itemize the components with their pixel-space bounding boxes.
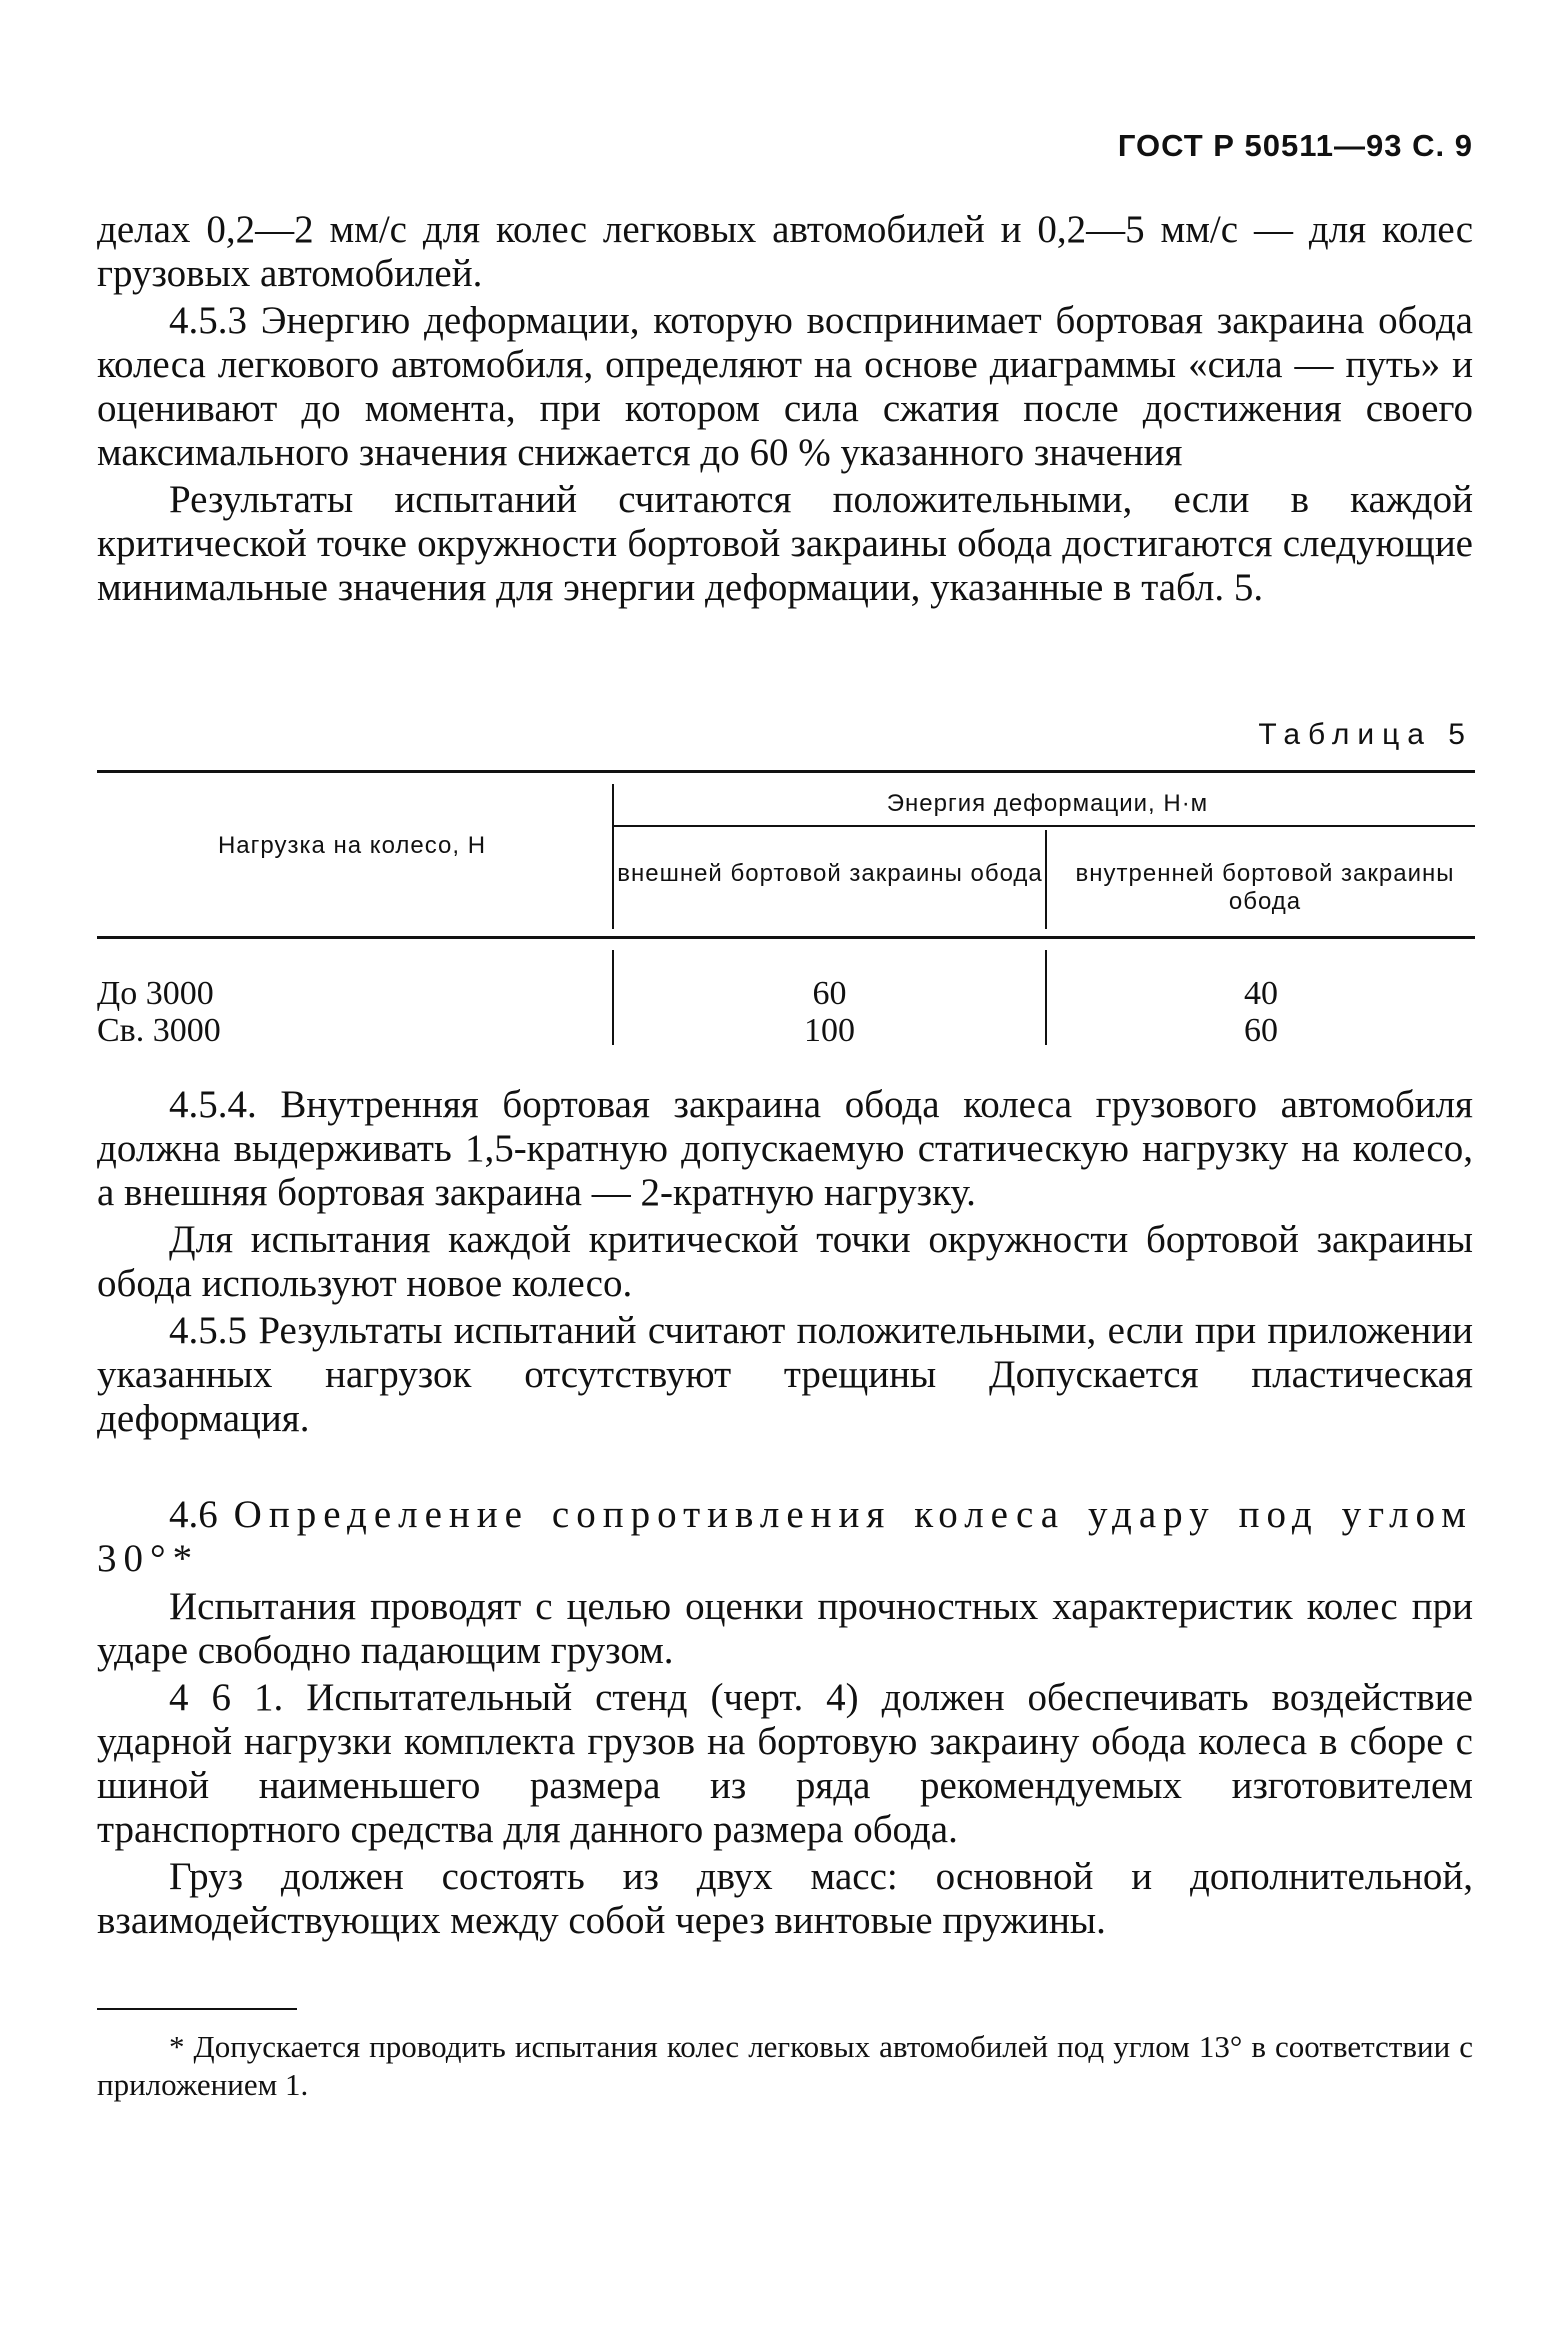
paragraph-4-5-4: 4.5.4. Внутренняя бортовая закраина обода колеса грузового автомобиля должна выдерживать 1,5-кратную допускаемую статическую нагрузку на колесо, а внешняя бортовая закраина — 2-кратную нагрузку. [97, 1083, 1473, 1214]
paragraph-4-6-1: 4 6 1. Испытательный стенд (черт. 4) должен обеспечивать воздействие ударной нагрузки комплекта грузов на бортовую закраину обода колеса в сборе с шиной наименьшего размера из ряда рекомендуемых изготовителем транспортного средства для данного размера обода. [97, 1676, 1473, 1851]
table-row-2-outer: 100 [804, 1012, 855, 1049]
paragraph-continuation: делах 0,2—2 мм/с для колес легковых автомобилей и 0,2—5 мм/с — для колес грузовых автомобилей. [97, 208, 1473, 295]
paragraph-weight: Груз должен состоять из двух масс: основной и дополнительной, взаимодействующих между собой через винтовые пружины. [97, 1855, 1473, 1942]
table-caption: Таблица 5 [1258, 718, 1473, 751]
paragraph-purpose: Испытания проводят с целью оценки прочностных характеристик колес при ударе свободно падающим грузом. [97, 1585, 1473, 1672]
footnote: * Допускается проводить испытания колес легковых автомобилей под углом 13° в соответствии с приложением 1. [97, 2029, 1473, 2102]
footnote-rule [97, 2008, 297, 2010]
section-title: Определение сопротивления колеса удару под углом 30°* [97, 1493, 1473, 1580]
text-block-middle [97, 1083, 1473, 1444]
paragraph-new-wheel: Для испытания каждой критической точки окружности бортовой закраины обода используют новое колесо. [97, 1218, 1473, 1305]
table-vline-1 [612, 784, 614, 929]
paragraph-results: Результаты испытаний считаются положительными, если в каждой критической точке окружности бортовой закраины обода достигаются следующие минимальные значения для энергии деформации, указанные в табл. 5. [97, 478, 1473, 609]
table-row-1-inner: 40 [1244, 975, 1278, 1012]
table-header-outer: внешней бортовой закраины обода [617, 860, 1043, 887]
table-header-load: Нагрузка на колесо, Н [217, 832, 487, 859]
table-row-2-inner: 60 [1244, 1012, 1278, 1049]
section-heading-4-6 [97, 1493, 1473, 1584]
table-header-inner: внутренней бортовой закраины обода [1075, 860, 1455, 915]
table-row-1-load: До 3000 [97, 975, 214, 1012]
table-header-rule [97, 936, 1475, 939]
text-block-top [97, 208, 1473, 613]
paragraph-4-5-5: 4.5.5 Результаты испытаний считают положительными, если при приложении указанных нагрузок отсутствуют трещины Допускается пластическая деформация. [97, 1309, 1473, 1440]
table-group-rule [614, 825, 1475, 827]
text-block-bottom [97, 1585, 1473, 1946]
section-heading-text [97, 1493, 1473, 1581]
table-vline-2 [1045, 830, 1047, 929]
table-row-2-load: Св. 3000 [97, 1012, 221, 1049]
table-top-rule [97, 770, 1475, 773]
table-header-energy: Энергия деформации, Н·м [886, 790, 1209, 817]
paragraph-4-5-3: 4.5.3 Энергию деформации, которую воспринимает бортовая закраина обода колеса легкового автомобиля, определяют на основе диаграммы «сила — путь» и оценивают до момента, при котором сила сжатия после достижения своего максимального значения снижается до 60 % указанного значения [97, 299, 1473, 474]
page-header: ГОСТ Р 50511—93 С. 9 [1117, 128, 1473, 163]
table-row-1-outer: 60 [812, 975, 847, 1012]
section-number: 4.6 [169, 1493, 218, 1536]
